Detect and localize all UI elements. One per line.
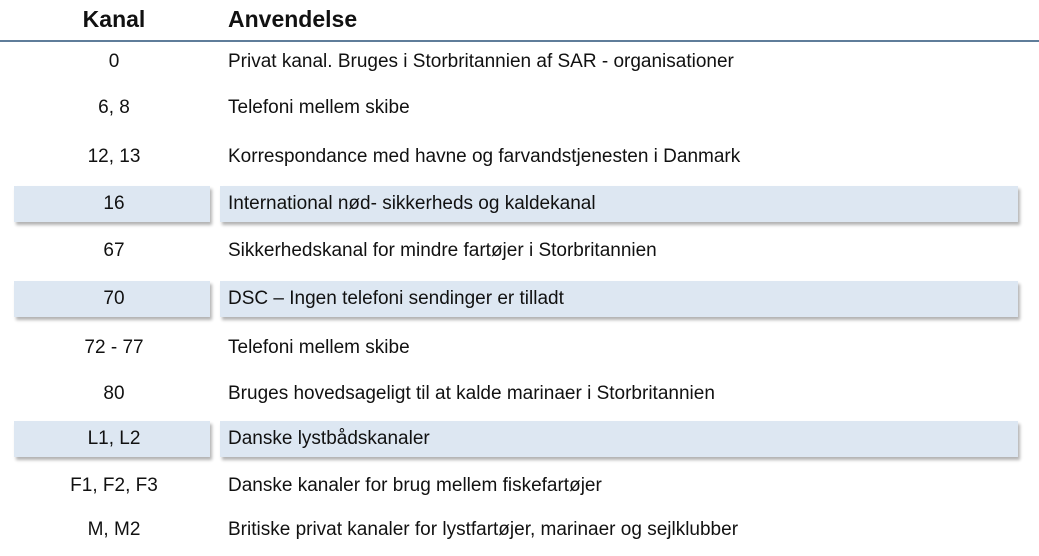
anvendelse-cell: International nød- sikkerheds og kaldekanal xyxy=(228,193,596,214)
kanal-cell: 67 xyxy=(103,240,125,261)
table-row xyxy=(0,512,1039,548)
anvendelse-cell: Danske kanaler for brug mellem fiskefartøjer xyxy=(228,475,602,496)
table-row xyxy=(0,281,1039,317)
table-header xyxy=(0,0,1039,42)
table-row xyxy=(0,233,1039,269)
kanal-cell: M, M2 xyxy=(87,519,141,540)
anvendelse-cell: Danske lystbådskanaler xyxy=(228,428,430,449)
table-row xyxy=(0,44,1039,80)
header-anvendelse: Anvendelse xyxy=(228,6,358,32)
anvendelse-cell: Privat kanal. Bruges i Storbritannien af SAR - organisationer xyxy=(228,51,734,72)
kanal-cell: 16 xyxy=(103,193,125,214)
anvendelse-cell: Sikkerhedskanal for mindre fartøjer i Storbritannien xyxy=(228,240,657,261)
kanal-cell: 70 xyxy=(103,288,125,309)
table-row xyxy=(0,330,1039,366)
header-kanal: Kanal xyxy=(82,6,146,32)
anvendelse-cell: Britiske privat kanaler for lystfartøjer, marinaer og sejlklubber xyxy=(228,519,739,540)
table-row xyxy=(0,186,1039,222)
table-row xyxy=(0,376,1039,412)
anvendelse-cell: DSC – Ingen telefoni sendinger er tilladt xyxy=(228,288,564,309)
anvendelse-cell: Bruges hovedsageligt til at kalde marinaer i Storbritannien xyxy=(228,383,715,404)
table-row xyxy=(0,421,1039,457)
table-row xyxy=(0,90,1039,126)
table-row xyxy=(0,468,1039,504)
kanal-cell: F1, F2, F3 xyxy=(70,475,158,496)
anvendelse-cell: Telefoni mellem skibe xyxy=(228,97,410,118)
anvendelse-cell: Korrespondance med havne og farvandstjenesten i Danmark xyxy=(228,146,741,167)
kanal-cell: 0 xyxy=(108,51,120,72)
kanal-cell: 72 - 77 xyxy=(84,337,144,358)
kanal-cell: 6, 8 xyxy=(98,97,130,118)
kanal-cell: L1, L2 xyxy=(87,428,141,449)
kanal-cell: 12, 13 xyxy=(87,146,141,167)
kanal-cell: 80 xyxy=(103,383,125,404)
table-row xyxy=(0,139,1039,175)
anvendelse-cell: Telefoni mellem skibe xyxy=(228,337,410,358)
